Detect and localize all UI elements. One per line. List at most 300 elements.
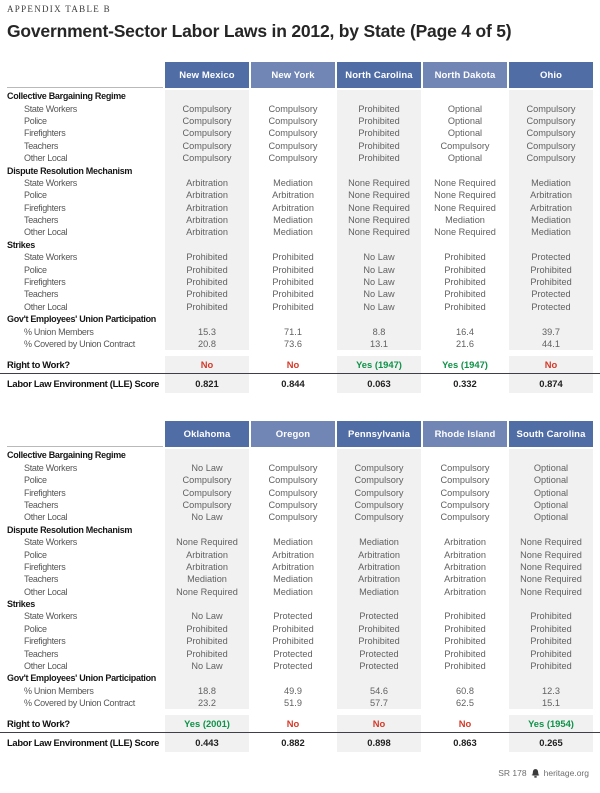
value-cell: 23.2 (165, 697, 249, 709)
lle-score-label: Labor Law Environment (LLE) Score (7, 378, 160, 390)
table-row (7, 127, 593, 139)
lle-score-value: 0.265 (509, 733, 593, 752)
value-cell: Compulsory (268, 462, 318, 473)
value-cell: Compulsory (268, 487, 318, 498)
value-cell: Arbitration (337, 561, 421, 573)
section-row (7, 449, 593, 461)
liberty-bell-icon (531, 769, 540, 778)
section-label: Collective Bargaining Regime (7, 450, 126, 461)
row-label: Police (24, 264, 47, 275)
value-cell: 16.4 (456, 326, 474, 337)
table-row (7, 263, 593, 275)
value-cell: 60.8 (456, 685, 474, 696)
column-header-state: North Dakota (423, 62, 507, 88)
row-label: % Union Members (24, 685, 94, 696)
row-label: State Workers (24, 252, 77, 263)
table-row (7, 548, 593, 560)
table-row (7, 189, 593, 201)
row-label: Firefighters (24, 128, 66, 139)
table-row (7, 251, 593, 263)
value-cell: Prohibited (337, 623, 421, 635)
row-label: Other Local (24, 227, 68, 238)
empty-cell (251, 524, 335, 536)
table-row (7, 226, 593, 238)
value-cell: No Law (165, 610, 249, 622)
value-cell: No Law (165, 462, 249, 474)
value-cell: Arbitration (272, 202, 314, 213)
value-cell: Compulsory (165, 474, 249, 486)
value-cell: Arbitration (165, 226, 249, 238)
empty-cell (337, 164, 421, 176)
value-cell: Compulsory (337, 511, 421, 523)
value-cell: Compulsory (440, 512, 490, 523)
column-header-state: New York (251, 62, 335, 88)
table-row (7, 610, 593, 622)
value-cell: Optional (447, 115, 483, 126)
empty-cell (165, 313, 249, 325)
row-label: State Workers (24, 177, 77, 188)
table-row (7, 586, 593, 598)
value-cell: Compulsory (440, 140, 490, 151)
row-label: Teachers (24, 289, 59, 300)
value-cell: No Law (165, 511, 249, 523)
value-cell: Compulsory (165, 140, 249, 152)
value-cell: Prohibited (509, 610, 593, 622)
value-cell: Arbitration (444, 586, 486, 597)
value-cell: Arbitration (272, 549, 314, 560)
value-cell: Protected (273, 648, 313, 659)
value-cell: Prohibited (165, 288, 249, 300)
table-row (7, 635, 593, 647)
value-cell: Compulsory (509, 115, 593, 127)
row-label: Other Local (24, 512, 68, 523)
lle-score-value: 0.821 (165, 374, 249, 393)
row-label: Firefighters (24, 487, 66, 498)
value-cell: Prohibited (337, 127, 421, 139)
value-cell: Arbitration (165, 214, 249, 226)
value-cell: 62.5 (456, 698, 474, 709)
value-cell: None Required (509, 561, 593, 573)
value-cell: Compulsory (165, 115, 249, 127)
value-cell: 49.9 (284, 685, 302, 696)
empty-cell (423, 449, 507, 461)
row-label: Police (24, 623, 47, 634)
section-row (7, 672, 593, 684)
value-cell: Compulsory (509, 127, 593, 139)
value-cell: Compulsory (440, 462, 490, 473)
value-cell: 39.7 (509, 325, 593, 337)
empty-cell (337, 672, 421, 684)
right-to-work-value: No (286, 359, 300, 371)
table-row (7, 697, 593, 709)
empty-cell (251, 90, 335, 102)
value-cell: Optional (509, 511, 593, 523)
header-label-spacer (7, 62, 163, 88)
value-cell: Prohibited (272, 301, 314, 312)
value-cell: 18.8 (165, 685, 249, 697)
empty-cell (423, 598, 507, 610)
value-cell: 71.1 (284, 326, 302, 337)
empty-cell (165, 449, 249, 461)
column-header-state: Rhode Island (423, 421, 507, 447)
row-label: Teachers (24, 140, 59, 151)
value-cell: Prohibited (444, 277, 486, 288)
value-cell: Compulsory (268, 475, 318, 486)
row-label: State Workers (24, 537, 77, 548)
value-cell: 57.7 (337, 697, 421, 709)
value-cell: Compulsory (337, 474, 421, 486)
row-label: % Union Members (24, 326, 94, 337)
value-cell: Prohibited (337, 102, 421, 114)
row-label: Teachers (24, 499, 59, 510)
value-cell: Arbitration (444, 574, 486, 585)
value-cell: Prohibited (444, 301, 486, 312)
value-cell: Mediation (273, 574, 313, 585)
table-header-row (7, 62, 593, 88)
value-cell: None Required (337, 202, 421, 214)
table-row (7, 301, 593, 313)
value-cell: Prohibited (337, 635, 421, 647)
table-row (7, 486, 593, 498)
row-label: Firefighters (24, 202, 66, 213)
value-cell: 15.1 (509, 697, 593, 709)
value-cell: Arbitration (337, 548, 421, 560)
table-row (7, 115, 593, 127)
right-to-work-value: No (337, 715, 421, 732)
value-cell: 12.3 (509, 685, 593, 697)
value-cell: Compulsory (440, 499, 490, 510)
value-cell: Prohibited (337, 140, 421, 152)
section-label: Strikes (7, 239, 35, 250)
row-label: Other Local (24, 301, 68, 312)
value-cell: Prohibited (165, 276, 249, 288)
table-header-row (7, 421, 593, 447)
table-row (7, 177, 593, 189)
value-cell: No Law (337, 301, 421, 313)
value-cell: Arbitration (165, 189, 249, 201)
between-tables-gap (7, 393, 593, 421)
lle-score-value: 0.863 (453, 737, 477, 749)
value-cell: None Required (337, 214, 421, 226)
row-label: Police (24, 190, 47, 201)
value-cell: 20.8 (165, 338, 249, 350)
value-cell: Prohibited (444, 252, 486, 263)
value-cell: Optional (509, 499, 593, 511)
empty-cell (165, 90, 249, 102)
value-cell: None Required (434, 190, 496, 201)
row-label: Teachers (24, 215, 59, 226)
section-row (7, 524, 593, 536)
empty-cell (251, 164, 335, 176)
right-to-work-value: No (509, 356, 593, 373)
row-label: % Covered by Union Contract (24, 698, 135, 709)
value-cell: Prohibited (444, 623, 486, 634)
empty-cell (337, 90, 421, 102)
report-code: SR 178 (498, 768, 527, 778)
empty-cell (423, 672, 507, 684)
lle-score-value: 0.874 (509, 374, 593, 393)
section-row (7, 239, 593, 251)
row-label: Other Local (24, 661, 68, 672)
empty-cell (509, 524, 593, 536)
lle-score-label: Labor Law Environment (LLE) Score (7, 737, 160, 749)
right-to-work-value: No (286, 718, 300, 730)
value-cell: Prohibited (444, 661, 486, 672)
value-cell: Compulsory (268, 153, 318, 164)
value-cell: Compulsory (440, 475, 490, 486)
page-title: Government-Sector Labor Laws in 2012, by State (Page 4 of 5) (7, 21, 512, 41)
row-label: Police (24, 549, 47, 560)
empty-cell (337, 598, 421, 610)
row-label: Police (24, 475, 47, 486)
section-row (7, 90, 593, 102)
lle-score-row (7, 374, 593, 393)
column-header-state: Ohio (509, 62, 593, 88)
value-cell: Compulsory (509, 140, 593, 152)
right-to-work-value: No (165, 356, 249, 373)
value-cell: Compulsory (509, 102, 593, 114)
value-cell: None Required (434, 202, 496, 213)
value-cell: Prohibited (272, 277, 314, 288)
value-cell: None Required (509, 573, 593, 585)
value-cell: Compulsory (268, 115, 318, 126)
column-header-state: Oklahoma (165, 421, 249, 447)
tables-container (7, 62, 593, 752)
row-label: Police (24, 115, 47, 126)
value-cell: Mediation (273, 215, 313, 226)
value-cell: Prohibited (337, 152, 421, 164)
empty-cell (251, 239, 335, 251)
empty-cell (251, 449, 335, 461)
value-cell: Prohibited (272, 289, 314, 300)
right-to-work-label: Right to Work? (7, 718, 70, 730)
empty-cell (509, 164, 593, 176)
section-row (7, 313, 593, 325)
value-cell: Arbitration (509, 202, 593, 214)
row-label: State Workers (24, 611, 77, 622)
value-cell: Prohibited (272, 252, 314, 263)
value-cell: Arbitration (165, 561, 249, 573)
empty-cell (337, 449, 421, 461)
value-cell: Prohibited (444, 611, 486, 622)
value-cell: None Required (509, 586, 593, 598)
value-cell: Protected (337, 660, 421, 672)
value-cell: Prohibited (509, 647, 593, 659)
value-cell: No Law (337, 263, 421, 275)
empty-cell (423, 239, 507, 251)
table-row (7, 276, 593, 288)
empty-cell (165, 672, 249, 684)
value-cell: Arbitration (165, 202, 249, 214)
value-cell: Compulsory (440, 487, 490, 498)
lle-score-value: 0.332 (453, 378, 477, 390)
table-row (7, 573, 593, 585)
value-cell: Mediation (273, 227, 313, 238)
value-cell: Arbitration (272, 561, 314, 572)
row-label: % Covered by Union Contract (24, 339, 135, 349)
value-cell: Mediation (509, 226, 593, 238)
value-cell: 51.9 (284, 698, 302, 709)
table-row (7, 202, 593, 214)
section-row (7, 598, 593, 610)
empty-cell (509, 672, 593, 684)
value-cell: Compulsory (268, 128, 318, 139)
value-cell: No Law (337, 288, 421, 300)
value-cell: Prohibited (509, 635, 593, 647)
empty-cell (251, 313, 335, 325)
header-label-spacer (7, 421, 163, 447)
row-label: Firefighters (24, 561, 66, 572)
value-cell: Compulsory (268, 499, 318, 510)
value-cell: Compulsory (337, 462, 421, 474)
value-cell: Prohibited (165, 635, 249, 647)
value-cell: Prohibited (509, 263, 593, 275)
value-cell: Protected (273, 611, 313, 622)
empty-cell (251, 598, 335, 610)
value-cell: Arbitration (509, 189, 593, 201)
empty-cell (165, 164, 249, 176)
table-row (7, 288, 593, 300)
section-label: Gov't Employees' Union Participation (7, 673, 157, 684)
section-label: Gov't Employees' Union Participation (7, 314, 157, 325)
value-cell: Prohibited (444, 636, 486, 647)
table-row (7, 140, 593, 152)
section-row (7, 164, 593, 176)
appendix-table-kicker: APPENDIX TABLE B (7, 4, 111, 14)
value-cell: Compulsory (165, 127, 249, 139)
website-text: heritage.org (543, 768, 589, 778)
empty-cell (509, 313, 593, 325)
value-cell: Prohibited (509, 276, 593, 288)
section-label: Dispute Resolution Mechanism (7, 165, 133, 176)
value-cell: Mediation (165, 573, 249, 585)
empty-cell (165, 524, 249, 536)
value-cell: Prohibited (165, 263, 249, 275)
right-to-work-value: Yes (1947) (337, 356, 421, 373)
table-row (7, 325, 593, 337)
state-table (7, 62, 593, 393)
value-cell: Optional (447, 153, 483, 164)
empty-cell (423, 164, 507, 176)
table-row (7, 685, 593, 697)
value-cell: Prohibited (165, 623, 249, 635)
lle-score-value: 0.882 (281, 737, 305, 749)
value-cell: No Law (165, 660, 249, 672)
value-cell: Protected (273, 661, 313, 672)
value-cell: None Required (434, 177, 496, 188)
table-row (7, 338, 593, 350)
row-label: Firefighters (24, 636, 66, 647)
lle-score-value: 0.063 (337, 374, 421, 393)
section-label: Dispute Resolution Mechanism (7, 524, 133, 535)
value-cell: Mediation (337, 536, 421, 548)
value-cell: Prohibited (337, 115, 421, 127)
value-cell: Mediation (337, 586, 421, 598)
value-cell: Prohibited (444, 648, 486, 659)
value-cell: Compulsory (337, 499, 421, 511)
value-cell: Arbitration (272, 190, 314, 201)
value-cell: Optional (509, 486, 593, 498)
value-cell: Mediation (273, 586, 313, 597)
value-cell: None Required (337, 177, 421, 189)
empty-cell (423, 90, 507, 102)
column-header-state: North Carolina (337, 62, 421, 88)
empty-cell (423, 313, 507, 325)
value-cell: Compulsory (268, 140, 318, 151)
value-cell: Protected (337, 647, 421, 659)
right-to-work-row (7, 715, 593, 732)
table-row (7, 647, 593, 659)
table-row (7, 152, 593, 164)
empty-cell (509, 598, 593, 610)
empty-cell (165, 598, 249, 610)
value-cell: Mediation (273, 537, 313, 548)
value-cell: 21.6 (456, 339, 474, 349)
empty-cell (509, 90, 593, 102)
value-cell: Prohibited (272, 623, 314, 634)
value-cell: No Law (337, 276, 421, 288)
empty-cell (337, 313, 421, 325)
table-row (7, 660, 593, 672)
value-cell: Prohibited (509, 623, 593, 635)
lle-score-value: 0.898 (337, 733, 421, 752)
value-cell: Optional (509, 474, 593, 486)
value-cell: Arbitration (337, 573, 421, 585)
lle-score-value: 0.443 (165, 733, 249, 752)
value-cell: None Required (165, 586, 249, 598)
row-label: State Workers (24, 462, 77, 473)
table-row (7, 499, 593, 511)
value-cell: 44.1 (509, 338, 593, 350)
value-cell: 13.1 (337, 338, 421, 350)
value-cell: Prohibited (165, 301, 249, 313)
column-header-state: New Mexico (165, 62, 249, 88)
value-cell: Optional (509, 462, 593, 474)
value-cell: None Required (165, 536, 249, 548)
value-cell: Compulsory (268, 512, 318, 523)
value-cell: Prohibited (444, 289, 486, 300)
section-label: Strikes (7, 599, 35, 610)
right-to-work-value: Yes (1954) (509, 715, 593, 732)
row-label: Teachers (24, 574, 59, 585)
table-row (7, 511, 593, 523)
right-to-work-value: No (458, 718, 472, 730)
value-cell: None Required (337, 226, 421, 238)
table-row (7, 102, 593, 114)
value-cell: Compulsory (337, 486, 421, 498)
value-cell: None Required (509, 548, 593, 560)
value-cell: Mediation (509, 177, 593, 189)
value-cell: None Required (509, 536, 593, 548)
table-row (7, 474, 593, 486)
row-label: Firefighters (24, 277, 66, 288)
value-cell: 8.8 (337, 325, 421, 337)
value-cell: No Law (337, 251, 421, 263)
value-cell: Mediation (509, 214, 593, 226)
value-cell: Compulsory (509, 152, 593, 164)
right-to-work-value: Yes (2001) (165, 715, 249, 732)
empty-cell (509, 449, 593, 461)
empty-cell (251, 672, 335, 684)
value-cell: Optional (447, 128, 483, 139)
value-cell: Arbitration (165, 548, 249, 560)
value-cell: Protected (337, 610, 421, 622)
value-cell: None Required (434, 227, 496, 238)
column-header-state: Oregon (251, 421, 335, 447)
page-footer (498, 768, 589, 778)
value-cell: 15.3 (165, 325, 249, 337)
value-cell: Prohibited (272, 264, 314, 275)
